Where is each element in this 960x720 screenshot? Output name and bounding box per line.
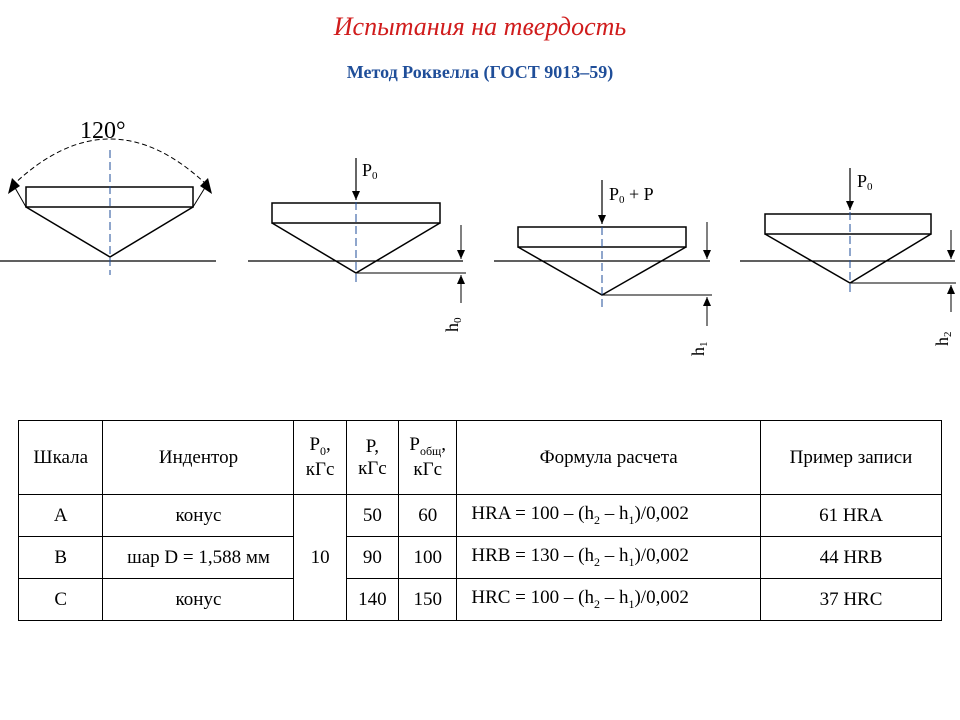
page-subtitle: Метод Роквелла (ГОСТ 9013–59) xyxy=(346,62,614,82)
rockwell-scales-table xyxy=(18,420,942,621)
cell-scale: A xyxy=(19,495,103,537)
cell-formula: HRA = $100 - (h_2 - h_1)/0,002$ xyxy=(457,495,761,537)
cell-p0: 10 xyxy=(294,495,346,621)
cell-example: 37 HRC xyxy=(761,579,942,621)
depth-label: h1 xyxy=(688,341,710,356)
stage-unload xyxy=(740,168,956,346)
cell-indenter: шар D = 1,588 мм xyxy=(103,537,294,579)
table-header-row xyxy=(19,421,942,495)
force-label: P0 xyxy=(857,171,873,193)
header-ptotal: $P_{общ}$, кГс xyxy=(399,421,457,495)
force-label: P0 xyxy=(362,160,378,182)
cell-scale: B xyxy=(19,537,103,579)
rockwell-stages-diagram xyxy=(0,100,960,400)
depth-label: h0 xyxy=(442,317,464,332)
indenter-cone xyxy=(765,234,931,283)
cell-indenter: конус xyxy=(103,495,294,537)
header-p: P, кГс xyxy=(346,421,398,495)
table-row xyxy=(19,579,942,621)
cell-formula: HRB = $130 - (h_2 - h_1)/0,002$ xyxy=(457,537,761,579)
depth-label: h2 xyxy=(932,331,954,346)
force-label: P0 + P xyxy=(609,184,654,206)
cell-ptotal: 100 xyxy=(399,537,457,579)
cell-scale: C xyxy=(19,579,103,621)
header-example: Пример записи xyxy=(761,421,942,495)
table-row xyxy=(19,537,942,579)
angle-arrow-right-icon xyxy=(200,178,212,194)
header-scale: Шкала xyxy=(19,421,103,495)
cell-example: 44 HRB xyxy=(761,537,942,579)
cell-ptotal: 60 xyxy=(399,495,457,537)
table-row xyxy=(19,495,942,537)
cell-p: 50 xyxy=(346,495,398,537)
cell-p: 140 xyxy=(346,579,398,621)
angle-label: 120° xyxy=(80,118,126,144)
cell-p: 90 xyxy=(346,537,398,579)
stage-preload xyxy=(248,158,466,332)
header-indenter: Индентор xyxy=(103,421,294,495)
stage-full-load xyxy=(494,180,712,356)
stage-initial xyxy=(0,118,216,275)
indenter-body xyxy=(765,214,931,234)
cell-formula: HRC = $100 - (h_2 - h_1)/0,002$ xyxy=(457,579,761,621)
cell-indenter: конус xyxy=(103,579,294,621)
cell-ptotal: 150 xyxy=(399,579,457,621)
cell-example: 61 HRA xyxy=(761,495,942,537)
page-title: Испытания на твердость xyxy=(333,12,627,41)
header-formula: Формула расчета xyxy=(457,421,761,495)
header-p0: $P_0$, кГс xyxy=(294,421,346,495)
